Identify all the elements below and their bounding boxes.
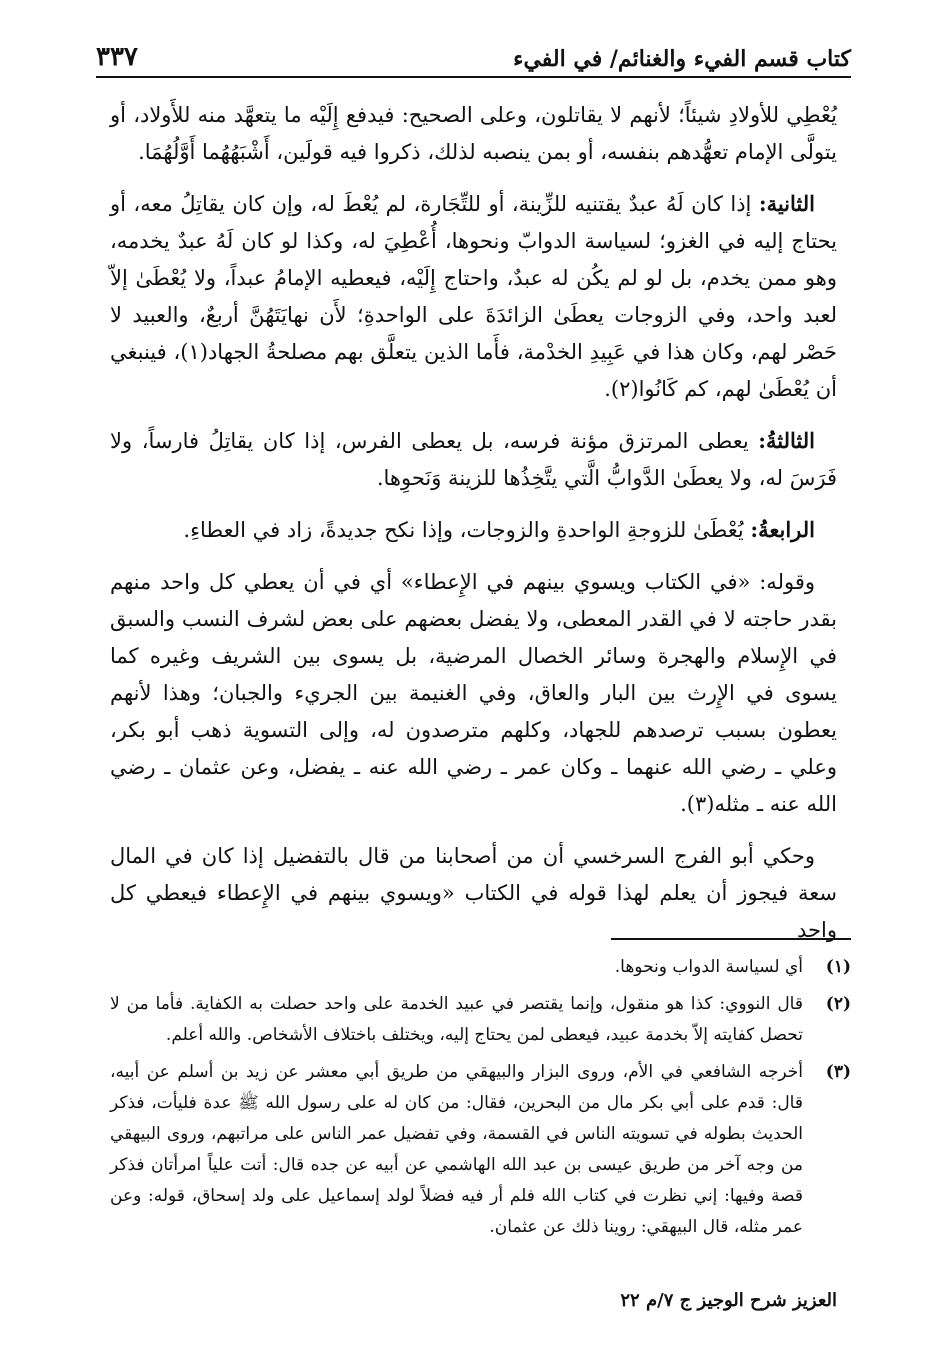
page-header <box>96 28 851 78</box>
paragraph: الثالثةُ: يعطى المرتزق مؤنة فرسه، بل يعطى الفرس، إذا كان يقاتِلُ فارساً، ولا فَرَسَ له، ولا يعطَىٰ الدَّوابُّ الَّتي يتَّخِذُها للزينة وَنَحوِها. <box>110 428 837 490</box>
paragraph: وحكي أبو الفرج السرخسي أن من أصحابنا من قال بالتفضيل إذا كان في المال سعة فيجوز أن يعلم لهذا قوله في الكتاب «ويسوي بينهم في الإِعطاء فيعطي كل واحد <box>110 844 837 942</box>
footnote-divider <box>611 938 851 940</box>
footnote-number: (٢) <box>825 994 851 1014</box>
footnote-text: أي لسياسة الدواب ونحوها. <box>614 957 803 977</box>
footnote-text: قال النووي: كذا هو منقول، وإنما يقتصر في عبيد الخدمة على واحد حصلت به الكفاية. فأما من لا تحصل كفايته إلاّ بخدمة عبيد، فيعطى لمن يحتاج إليه، ويختلف باختلاف الأشخاص. والله أعلم. <box>110 994 803 1045</box>
footnote-number: (١) <box>825 957 851 977</box>
footnote-text: أخرجه الشافعي في الأم، وروى البزار والبيهقي من طريق أبي معشر عن زيد بن أسلم عن أبيه، قال: قدم على أبي بكر مال من البحرين، فقال: من كان له على رسول الله ﷺ عدة فليأت، فذكر الحديث بطوله في تسويته الناس في القسمة، وفي تفضيل عمر الناس على مراتبهم، وروى البيهقي من وجه آخر من طريق عيسى بن عبد الله الهاشمي عن أبيه عن جده قال: أتت علياً امرأتان فذكر قصة وفيها: إني نظرت في كتاب الله فلم أر فيه فضلاً لولد إسماعيل على ولد إسحاق، قوله: وعن عمر مثله، قال البيهقي: روينا ذلك عن عثمان. <box>110 1062 803 1237</box>
footnote-number: (٣) <box>825 1062 851 1082</box>
printer-signature: العزيز شرح الوجيز ج ٧/م ٢٢ <box>620 1290 837 1311</box>
footnote <box>110 1057 851 1243</box>
paragraph-heading: الثانية: <box>758 191 815 216</box>
footnote <box>110 989 851 1051</box>
paragraph-heading: الرابعةُ: <box>750 517 815 542</box>
paragraph-heading: الثالثةُ: <box>758 428 815 453</box>
paragraph: الثانية: إذا كان لَهُ عبدٌ يقتنيه للزِّينة، أو للتِّجَارة، لم يُعْطَ له، وإن كان يقاتِلُ معه، أو يحتاج إليه في الغزو؛ لسياسة الدوابّ ونحوها، أُعْطِيَ له، وكذا لو كان لَهُ عبدٌ يخدمه، وهو ممن يخدم، بل لو لم يكُن له عبدٌ، واحتاج إِلَيْه، فيعطيه الإمامُ عبداً، ولا يُعْطَىٰ إلاّ لعبد واحد، وفي الزوجات يعطَىٰ الزائدَةَ على الواحدةِ؛ لأَن نهايَتَهُنَّ أربعٌ، والعبيد لا حَصْر لهم، وكان هذا في عَبِيدِ الخدْمة، فأَما الذين يتعلَّق بهم مصلحةُ الجهاد(١)، فينبغي أن يُعْطَىٰ لهم، كم كَانُوا(٢). <box>110 191 837 401</box>
running-title: كتاب قسم الفيء والغنائم/ في الفيء <box>513 46 851 72</box>
main-text <box>110 96 837 963</box>
page-number: ٣٣٧ <box>96 42 138 72</box>
paragraph: وقوله: «في الكتاب ويسوي بينهم في الإِعطاء» أي في أن يعطي كل واحد منهم بقدر حاجته لا في القدر المعطى، ولا يفضل بعضهم على بعض لشرف النسب والسبق في الإِسلام والهجرة وسائر الخصال المرضية، بل يسوى بين الشريف وغيره كما يسوى في الإِرث بين البار والعاق، وفي الغنيمة بين الجريء والجبان؛ وهذا لأنهم يعطون بسبب ترصدهم للجهاد، وكلهم مترصدون له، وإلى التسوية ذهب أبو بكر، وعلي ـ رضي الله عنهما ـ وكان عمر ـ رضي الله عنه ـ يفضل، وعن عثمان ـ رضي الله عنه ـ مثله(٣). <box>110 570 837 816</box>
footnotes <box>110 952 851 1249</box>
paragraph: يُعْطِي للأولادِ شيئاً؛ لأنهم لا يقاتلون، وعلى الصحيح: فيدفع إِلَيْه ما يتعهَّد منه للأَولاد، أو يتولَّى الإمام تعهُّدهم بنفسه، أو بمن ينصبه لذلك، ذكروا فيه قولَين، أَشْبَهُهُما أَوَّلُهُمَا. <box>110 103 837 164</box>
paragraph: الرابعةُ: يُعْطَىٰ للزوجةِ الواحدةِ والزوجات، وإذا نكح جديدةً، زاد في العطاءِ. <box>183 517 815 542</box>
footnote <box>110 952 851 983</box>
